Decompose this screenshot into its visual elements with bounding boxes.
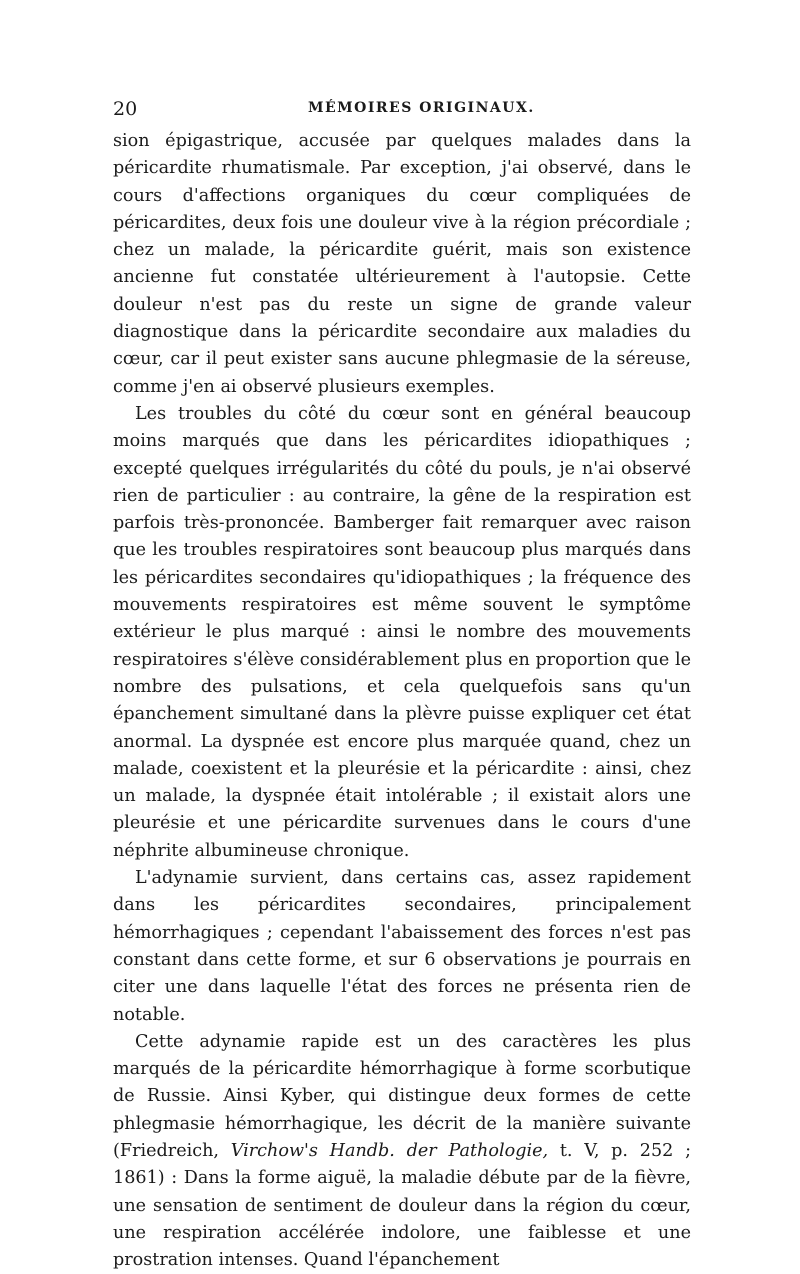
paragraph-2: Les troubles du côté du cœur sont en général beaucoup moins marqués que dans les péricardites idiopathiques ; excepté quelques irrégularités du côté du pouls, je n'ai observé rien de particulier : au contraire, la gêne de la respiration est parfois très-prononcée. Bamberger fait remarquer avec raison que les troubles respiratoires sont beaucoup plus marqués dans les péricardites secondaires qu'idiopathiques ; la fréquence des mouvements respiratoires est même souvent le symptôme extérieur le plus marqué : ainsi le nombre des mouvements respiratoires s'élève considérablement plus en proportion que le nombre des pulsations, et cela quelquefois sans qu'un épanchement simultané dans la plèvre puisse expliquer cet état anormal. La dyspnée est encore plus marquée quand, chez un malade, coexistent et la pleurésie et la péricardite : ainsi, chez un malade, la dyspnée était intolérable ; il existait alors une pleurésie et une péricardite survenues dans le cours d'une néphrite albumineuse chronique. (113, 403, 691, 861)
paragraph-1: sion épigastrique, accusée par quelques malades dans la péricardite rhumatismale. Par exception, j'ai observé, dans le cours d'affections organiques du cœur compliquées de péricardites, deux fois une douleur vive à la région précordiale ; chez un malade, la péricardite guérit, mais son existence ancienne fut constatée ultérieurement à l'autopsie. Cette douleur n'est pas du reste un signe de grande valeur diagnostique dans la péricardite secondaire aux maladies du cœur, car il peut exister sans aucune phlegmasie de la séreuse, comme j'en ai observé plusieurs exemples. (113, 131, 691, 397)
citation-title: Virchow's Handb. der Pathologie, (230, 1140, 549, 1161)
body-text (113, 128, 691, 1274)
paragraph-4 (113, 1029, 691, 1274)
paragraph-3: L'adynamie survient, dans certains cas, assez rapidement dans les péricardites secondaires, principalement hémorrhagiques ; cependant l'abaissement des forces n'est pas constant dans cette forme, et sur 6 observations je pourrais en citer une dans laquelle l'état des forces ne présenta rien de notable. (113, 868, 691, 1025)
page-number: 20 (113, 98, 138, 120)
paragraph-4-text-after: t. V, p. 252 ; 1861) : Dans la forme aiguë, la maladie débute par de la fièvre, une sensation de sentiment de douleur dans la région du cœur, une respiration accélérée indolore, une faiblesse et une prostration intenses. Quand l'épanchement (113, 1140, 691, 1271)
running-header (113, 96, 691, 126)
running-title: MÉMOIRES ORIGINAUX. (308, 100, 535, 116)
book-page (113, 96, 691, 1274)
paragraph-4-text-before: Cette adynamie rapide est un des caractères les plus marqués de la péricardite hémorrhagique à forme scorbutique de Russie. Ainsi Kyber, qui distingue deux formes de cette phlegmasie hémorrhagique, les décrit de la manière suivante (Friedreich, (113, 1031, 691, 1161)
